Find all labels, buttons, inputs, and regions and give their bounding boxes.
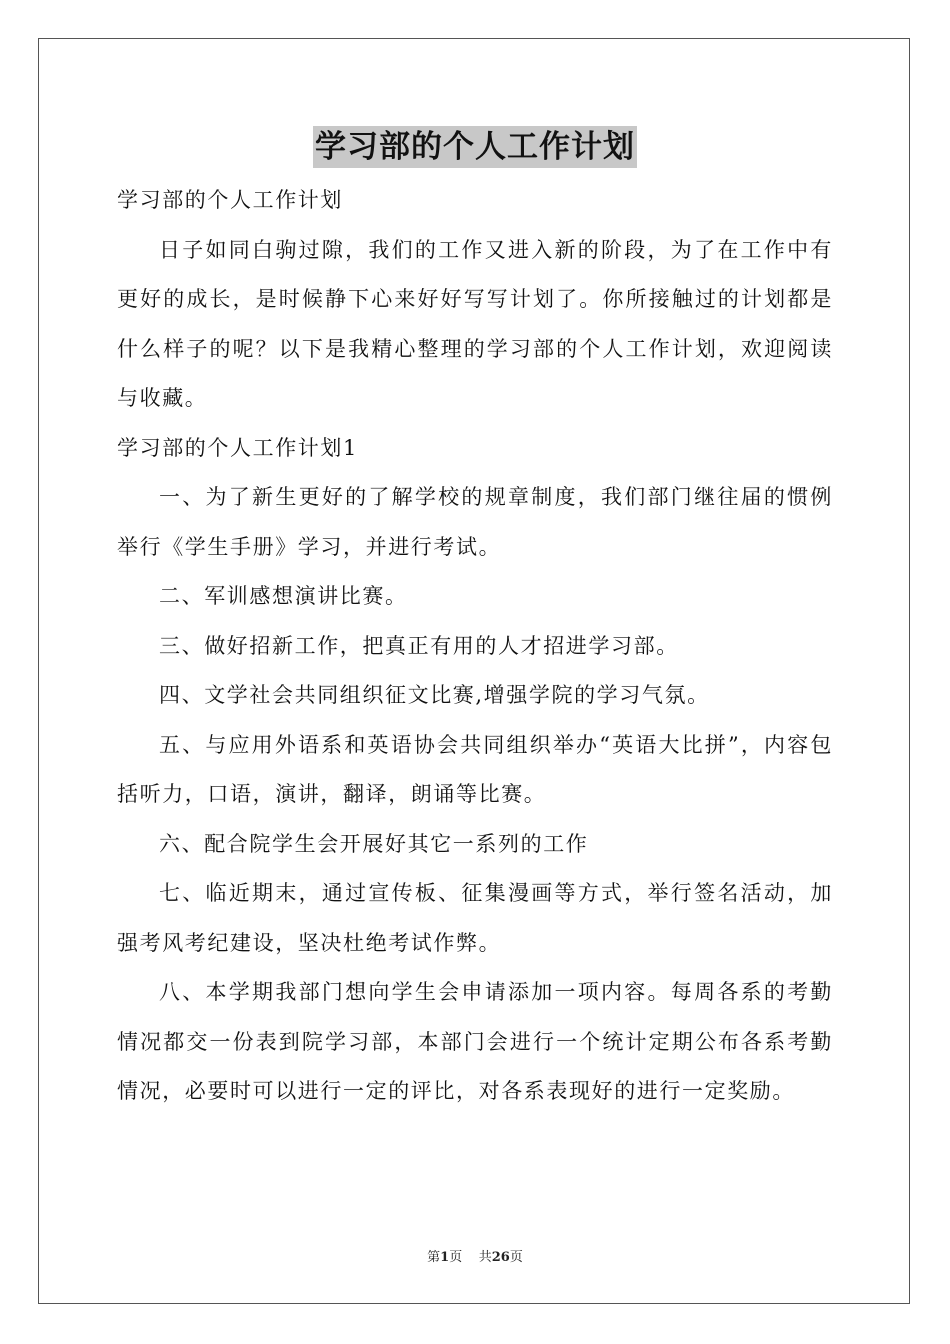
paragraph: 四、文学社会共同组织征文比赛,增强学院的学习气氛。	[159, 683, 710, 707]
title-container	[0, 126, 950, 168]
page-footer	[0, 1246, 950, 1265]
paragraph: 六、配合院学生会开展好其它一系列的工作	[159, 831, 589, 856]
paragraph: 日子如同白驹过隙，我们的工作又进入新的阶段，为了在工作中有更好的成长，是时候静下心来好好写写计划了。你所接触过的计划都是什么样子的呢？以下是我精心整理的学习部的个人工作计划，欢迎阅读与收藏。	[117, 237, 833, 410]
page-number-label: 第1页	[427, 1250, 463, 1265]
paragraph: 学习部的个人工作计划1	[117, 435, 358, 460]
total-page-number: 26	[491, 1250, 510, 1265]
paragraph: 二、军训感想演讲比赛。	[159, 584, 408, 608]
paragraph: 八、本学期我部门想向学生会申请添加一项内容。每周各系的考勤情况都交一份表到院学习部，本部门会进行一个统计定期公布各系考勤情况，必要时可以进行一定的评比，对各系表现好的进行一定奖励。	[117, 980, 833, 1103]
paragraph: 学习部的个人工作计划	[117, 188, 343, 212]
paragraph: 三、做好招新工作，把真正有用的人才招进学习部。	[159, 633, 679, 658]
current-page-number: 1	[440, 1250, 450, 1265]
total-pages-label: 共26页	[478, 1250, 523, 1265]
paragraph: 一、为了新生更好的了解学校的规章制度，我们部门继往届的惯例举行《学生手册》学习，并进行考试。	[117, 485, 833, 559]
document-title: 学习部的个人工作计划	[313, 126, 637, 168]
document-body	[117, 176, 833, 1117]
paragraph: 五、与应用外语系和英语协会共同组织举办“英语大比拼”，内容包括听力，口语，演讲，翻译，朗诵等比赛。	[117, 732, 833, 806]
paragraph: 七、临近期末，通过宣传板、征集漫画等方式，举行签名活动，加强考风考纪建设，坚决杜绝考试作弊。	[117, 881, 833, 955]
